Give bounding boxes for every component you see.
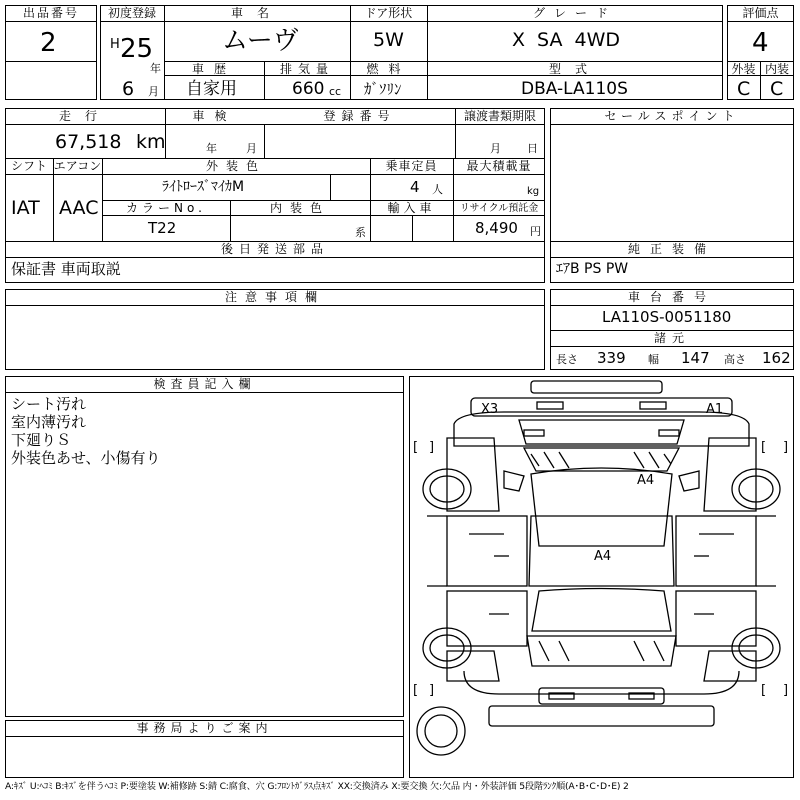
model-label: 型式	[548, 62, 601, 76]
bracket-4: ]	[783, 440, 789, 455]
import-label: 輸入車	[387, 201, 436, 215]
sales-label: セールスポイント	[604, 109, 740, 123]
history-value: 自家用	[186, 79, 237, 99]
ext-value: C	[737, 78, 751, 100]
bracket-2: ]	[429, 440, 435, 455]
colorno-value: T22	[148, 219, 177, 237]
bracket-5: [	[413, 683, 419, 698]
car-name: ムーヴ	[222, 26, 299, 56]
insp-year-unit: 年	[206, 142, 217, 155]
reg-month: 6	[122, 78, 135, 100]
int-label: 内装	[764, 62, 789, 76]
bracket-7: [	[761, 683, 767, 698]
load-unit: kg	[527, 186, 540, 197]
recycle-label: リサイクル預託金	[459, 203, 539, 214]
reg-label: 初度登録	[107, 6, 156, 20]
len-label: 長さ	[556, 353, 578, 366]
equip-value: ｴｱB PS PW	[556, 261, 629, 277]
notes-label: 注意事項欄	[224, 290, 325, 304]
shift-label: シフト	[10, 159, 47, 173]
ac-value: AAC	[59, 197, 99, 219]
transfer-day-unit: 日	[527, 142, 538, 155]
inspector-line-2: 室内薄汚れ	[11, 413, 87, 431]
grade-label: グレード	[532, 6, 617, 20]
damage-legend: A:ｷｽﾞ U:ﾍｺﾐ B:ｷｽﾞを伴うﾍｺﾐ P:要塗装 W:補修跡 S:錆 C:腐食、穴 G:ﾌﾛﾝﾄｶﾞﾗｽ点ｷｽﾞ XX:交換済み X:要交換 欠:欠品 内・外装評価 5段階ﾗﾝｸ順(A･B･C･D･E) 2	[5, 781, 629, 792]
score-label: 評価点	[742, 6, 779, 20]
wid-value: 147	[681, 349, 710, 367]
later-value: 保証書 車両取説	[11, 260, 121, 278]
disp-label: 排気量	[279, 62, 334, 76]
later-label: 後日発送部品	[220, 242, 329, 256]
inspector-label: 検査員記入欄	[153, 377, 256, 391]
transfer-label: 譲渡書類期限	[463, 109, 536, 123]
bracket-8: ]	[783, 683, 789, 698]
ext-label: 外装	[731, 62, 756, 76]
seats-unit: 人	[432, 183, 443, 196]
month-unit: 月	[148, 85, 159, 98]
load-label: 最大積載量	[466, 159, 532, 173]
seats-value: 4	[410, 178, 420, 196]
chassis-value: LA110S-0051180	[602, 308, 732, 326]
inspector-line-1: シート汚れ	[11, 395, 87, 413]
lot-number: 2	[40, 28, 57, 58]
color-value: ﾗｲﾄﾛｰｽﾞﾏｲｶM	[162, 179, 245, 195]
reg-era: H	[110, 37, 120, 52]
colorno-label: カラーNo.	[126, 201, 206, 215]
insp-month-unit: 月	[246, 142, 257, 155]
intcolor-label: 内装色	[269, 201, 330, 215]
fuel-value: ｶﾞｿﾘﾝ	[364, 80, 402, 98]
ac-label: エアコン	[53, 159, 102, 173]
mileage-label: 走行	[58, 109, 111, 123]
seats-label: 乗車定員	[385, 159, 438, 173]
door-value: 5W	[373, 29, 404, 51]
recycle-value: 8,490	[475, 219, 518, 237]
inspector-line-4: 外装色あせ、小傷有り	[11, 449, 161, 467]
regno-label: 登録番号	[323, 109, 396, 123]
mark-a4-roof: A4	[637, 473, 655, 488]
car-diagram	[409, 376, 794, 778]
bracket-6: ]	[429, 683, 435, 698]
equip-label: 純正装備	[627, 242, 716, 256]
reg-year: 25	[120, 34, 154, 64]
inspection-label: 車検	[192, 109, 237, 123]
disp-unit: cc	[329, 85, 342, 98]
fuel-label: 燃料	[366, 62, 411, 76]
shift-value: IAT	[11, 197, 40, 219]
name-label: 車名	[230, 6, 283, 20]
bracket-3: [	[761, 440, 767, 455]
wid-label: 幅	[648, 353, 659, 366]
recycle-unit: 円	[530, 225, 541, 238]
lot-label: 出品番号	[22, 6, 79, 20]
hei-value: 162	[762, 349, 791, 367]
color-label: 外装色	[205, 159, 266, 173]
intcolor-unit: 系	[355, 226, 366, 239]
int-value: C	[770, 78, 784, 100]
grade-value: X SA 4WD	[512, 29, 621, 51]
disp-value: 660	[292, 79, 325, 99]
mark-x3: X3	[481, 402, 499, 417]
transfer-month-unit: 月	[490, 142, 501, 155]
score-value: 4	[752, 28, 769, 58]
mark-a4-body: A4	[594, 549, 612, 564]
office-label: 事務局よりご案内	[136, 721, 273, 735]
mileage-unit: km	[136, 131, 166, 153]
chassis-label: 車台番号	[627, 290, 716, 304]
bracket-1: [	[413, 440, 419, 455]
model-value: DBA-LA110S	[521, 79, 628, 99]
mark-a1: A1	[706, 402, 724, 417]
dims-label: 諸元	[653, 331, 690, 345]
hei-label: 高さ	[724, 353, 746, 366]
history-label: 車歴	[191, 62, 236, 76]
len-value: 339	[597, 349, 626, 367]
door-label: ドア形状	[364, 6, 413, 20]
mileage-value: 67,518	[55, 131, 122, 153]
inspector-line-3: 下廻りＳ	[11, 431, 72, 449]
year-unit: 年	[150, 62, 161, 75]
